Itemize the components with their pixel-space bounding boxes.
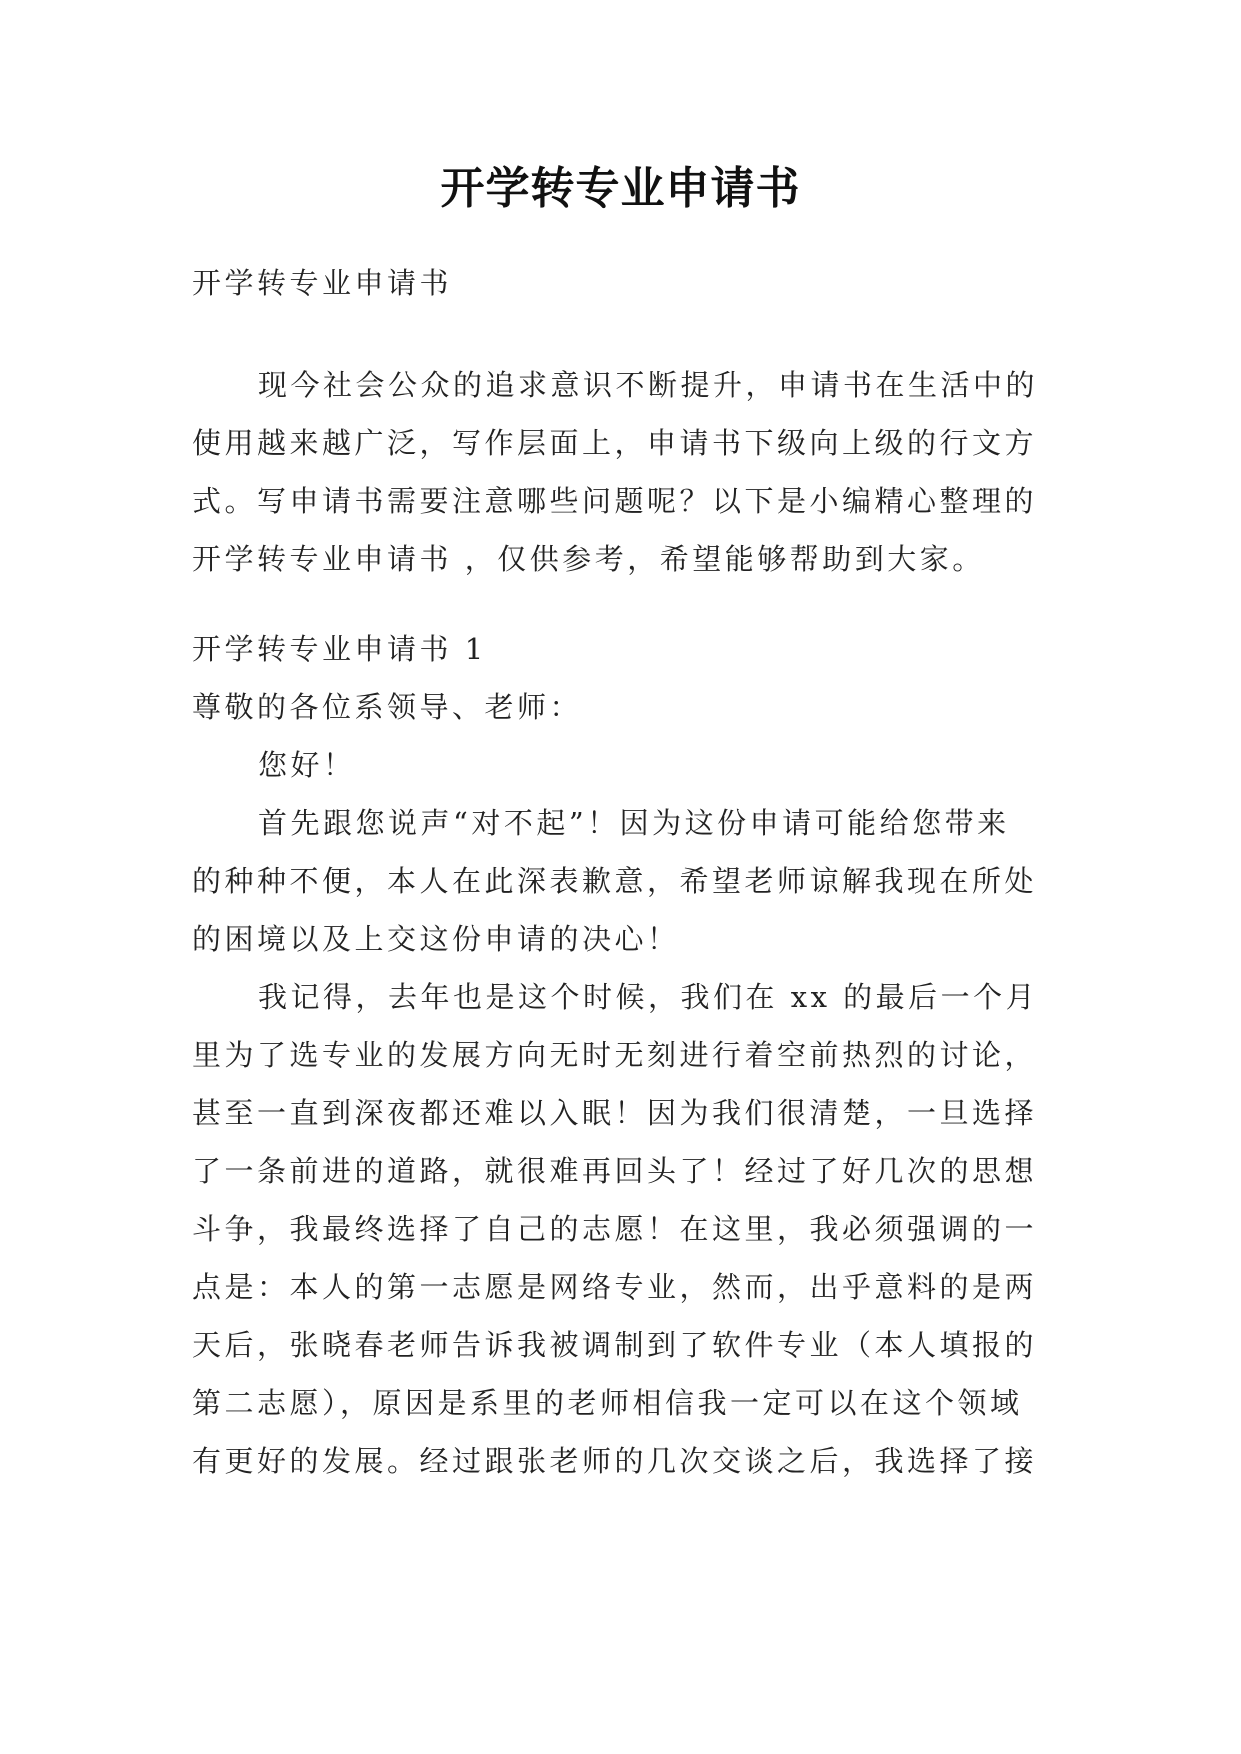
intro-line: 式。写申请书需要注意哪些问题呢？以下是小编精心整理的	[192, 484, 1038, 518]
intro-line: 使用越来越广泛，写作层面上，申请书下级向上级的行文方	[192, 426, 1038, 460]
subtitle-line: 开学转专业申请书	[192, 266, 453, 300]
salutation: 尊敬的各位系领导、老师：	[192, 690, 583, 724]
greeting: 您好！	[258, 748, 356, 782]
para2-line: 甚至一直到深夜都还难以入眠！因为我们很清楚，一旦选择	[192, 1096, 1038, 1130]
para2-line: 天后，张晓春老师告诉我被调制到了软件专业（本人填报的	[192, 1328, 1038, 1362]
para2-line: 了一条前进的道路，就很难再回头了！经过了好几次的思想	[192, 1154, 1038, 1188]
intro-paragraph	[192, 356, 1050, 588]
document-subtitle	[192, 254, 1050, 312]
letter-section	[192, 620, 1050, 1490]
para2-line: 第二志愿），原因是系里的老师相信我一定可以在这个领域	[192, 1386, 1023, 1420]
letter-heading: 开学转专业申请书 1	[192, 632, 487, 666]
para2-line: 点是：本人的第一志愿是网络专业，然而，出乎意料的是两	[192, 1270, 1038, 1304]
para1-line: 首先跟您说声“对不起”！因为这份申请可能给您带来	[258, 806, 1010, 840]
para1-line: 的困境以及上交这份申请的决心！	[192, 922, 680, 956]
document-title: 开学转专业申请书	[440, 163, 801, 214]
intro-line: 现今社会公众的追求意识不断提升，申请书在生活中的	[258, 368, 1039, 402]
para2-line: 我记得，去年也是这个时候，我们在 xx 的最后一个月	[258, 980, 1039, 1014]
para1-line: 的种种不便，本人在此深表歉意，希望老师谅解我现在所处	[192, 864, 1038, 898]
intro-line: 开学转专业申请书 ，仅供参考，希望能够帮助到大家。	[192, 542, 985, 576]
para2-line: 里为了选专业的发展方向无时无刻进行着空前热烈的讨论，	[192, 1038, 1038, 1072]
para2-line: 有更好的发展。经过跟张老师的几次交谈之后，我选择了接	[192, 1444, 1038, 1478]
para2-line: 斗争，我最终选择了自己的志愿！在这里，我必须强调的一	[192, 1212, 1038, 1246]
